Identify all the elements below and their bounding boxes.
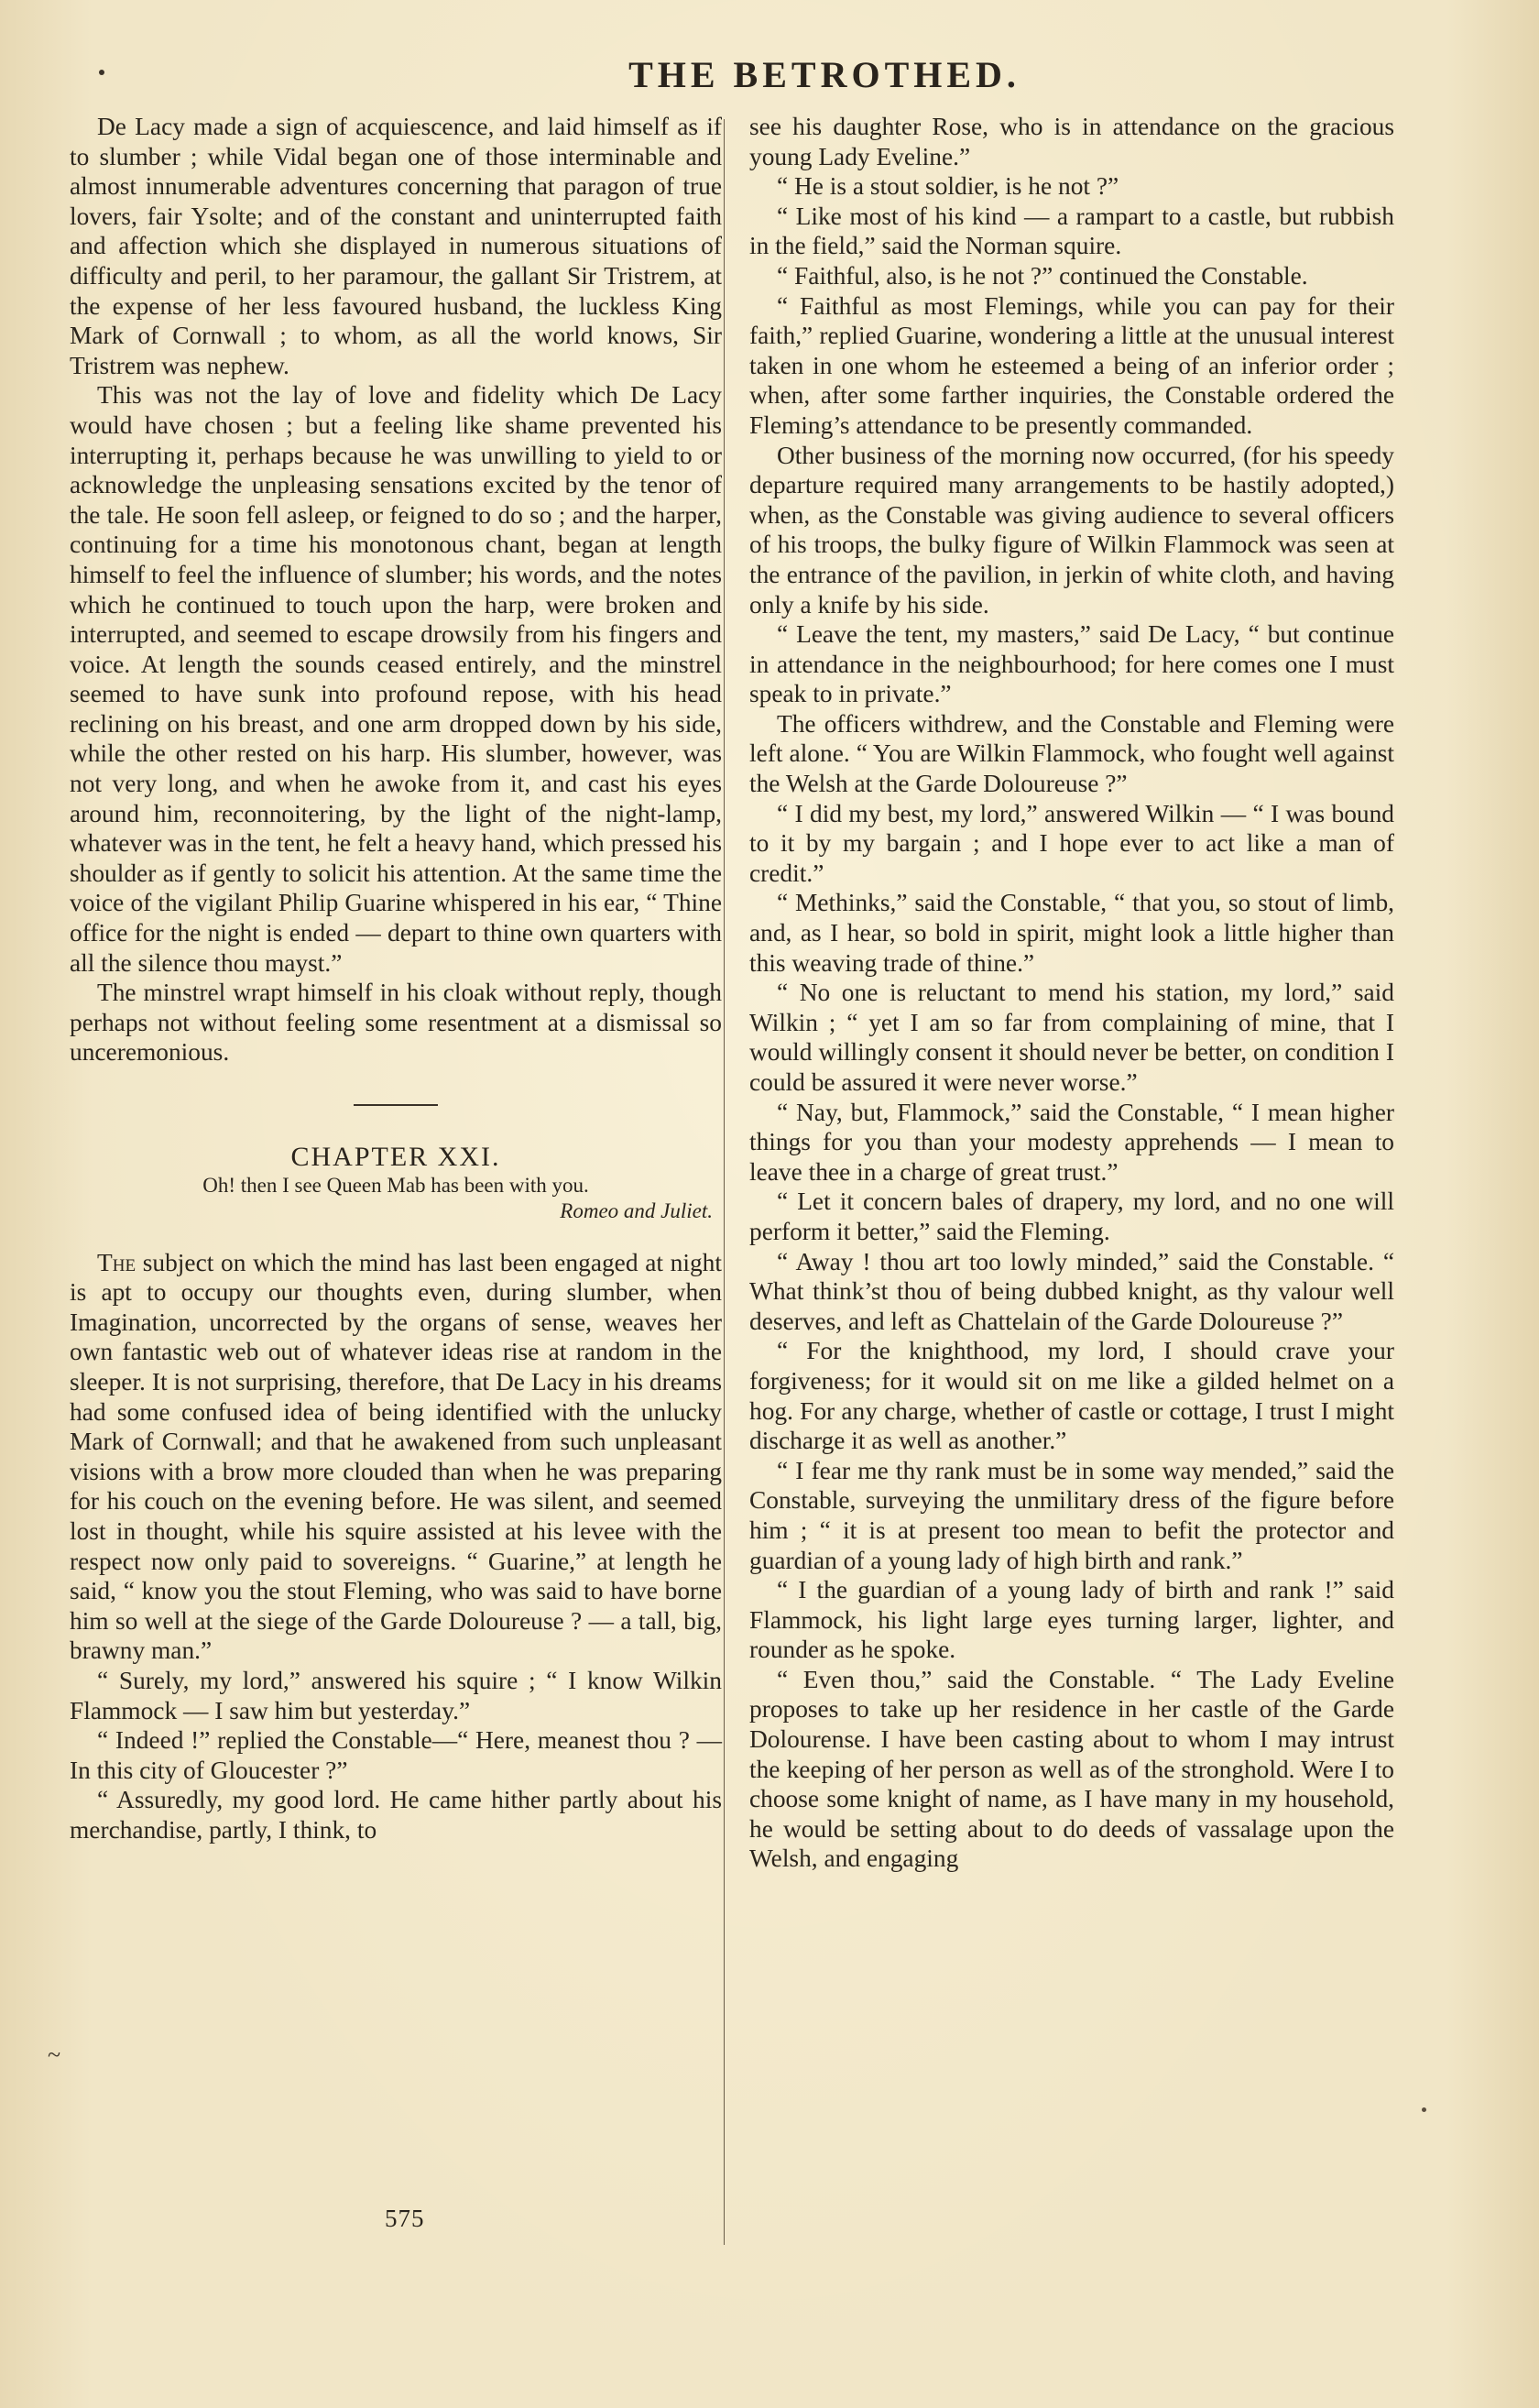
paragraph: “ Nay, but, Flammock,” said the Constable, “ I mean higher things for you than your modesty apprehends — I mean to leave thee in a charge of great trust.”: [749, 1098, 1394, 1186]
paragraph: “ Surely, my lord,” answered his squire ; “ I know Wilkin Flammock — I saw him but yesterday.”: [70, 1666, 722, 1724]
paragraph: “ For the knighthood, my lord, I should crave your forgiveness; for it would sit on me like a gilded helmet on a hog. For any charge, whether of castle or cottage, I trust I might discharge it as well as another.”: [749, 1337, 1394, 1455]
paragraph: “ Faithful as most Flemings, while you can pay for their faith,” replied Guarine, wondering a little at the unusual interest taken in one whom he esteemed a being of an inferior order ; when, after some farther inquiries, the Constable ordered the Fleming’s attendance to be presently commanded.: [749, 291, 1394, 439]
continued-paragraph: see his daughter Rose, who is in attendance on the gracious young Lady Eveline.”: [749, 113, 1394, 170]
paragraph: “ Like most of his kind — a rampart to a castle, but rubbish in the field,” said the Norman squire.: [749, 202, 1394, 260]
column-divider: [724, 119, 725, 2245]
chapter-opening-paragraph: [70, 1248, 722, 1666]
paragraph: “ Assuredly, my good lord. He came hither partly about his merchandise, partly, I think, to: [70, 1786, 722, 1844]
page-number: 575: [385, 2205, 425, 2232]
left-column: [70, 112, 722, 1844]
paragraph: “ Indeed !” replied the Constable—“ Here, meanest thou ? — In this city of Gloucester ?”: [70, 1726, 722, 1784]
margin-mark: ~: [48, 2041, 61, 2068]
paragraph: “ I the guardian of a young lady of birth and rank !” said Flammock, his light large eyes turning larger, lighter, and rounder as he spoke.: [749, 1576, 1394, 1664]
chapter-rule: [354, 1104, 438, 1106]
opening-text: subject on which the mind has last been engaged at night is apt to occupy our thoughts even, during slumber, when Imagination, uncorrected by the organs of sense, weaves her own fantastic web out of whatever ideas rise at random in the sleeper. It is not surprising, therefore, that De Lacy in his dreams had some confused idea of being identified with the unlucky Mark of Cornwall; and that he awakened from such unpleasant visions with a brow more clouded than when he was preparing for his couch on the evening before. He was silent, and seemed lost in thought, while his squire assisted at his levee with the respect now only paid to sovereigns. “ Guarine,” at length he said, “ know you the stout Fleming, who was said to have borne him so well at the siege of the Garde Doloureuse ? — a tall, big, brawny man.”: [70, 1248, 722, 1665]
paragraph: “ Even thou,” said the Constable. “ The Lady Eveline proposes to take up her residence in her castle of the Garde Dolourense. I have been casting about to whom I may intrust the keeping of her person as well as of the stronghold. Were I to choose some knight of name, as I have many in my household, he would be setting about to do deeds of vassalage upon the Welsh, and engaging: [749, 1665, 1394, 1873]
running-head: THE BETROTHED.: [628, 54, 1021, 95]
right-column: [749, 112, 1394, 1874]
paragraph: Other business of the morning now occurred, (for his speedy departure required many arrangements to be hastily adopted,) when, as the Constable was giving audience to several officers of his troops, the bulky figure of Wilkin Flammock was seen at the entrance of the pavilion, in jerkin of white cloth, and having only a knife by his side.: [749, 441, 1394, 618]
paragraph: The officers withdrew, and the Constable and Fleming were left alone. “ You are Wilkin Flammock, who fought well against the Welsh at the Garde Doloureuse ?”: [749, 709, 1394, 798]
epigraph-quote: Oh! then I see Queen Mab has been with you.: [202, 1173, 589, 1197]
epigraph: [70, 1173, 722, 1224]
opening-word: The: [97, 1248, 136, 1276]
paragraph: This was not the lay of love and fidelity which De Lacy would have chosen ; but a feeling like shame prevented his interrupting it, perhaps because he was unwilling to yield to or acknowledge the unpleasing sensations excited by the tenor of the tale. He soon fell asleep, or feigned to do so ; and the harper, continuing for a time his monotonous chant, began at length himself to feel the influence of slumber; his words, and the notes which he continued to touch upon the harp, were broken and interrupted, and seemed to escape drowsily from his fingers and voice. At length the sounds ceased entirely, and the minstrel seemed to have sunk into profound repose, with his head reclining on his breast, and one arm dropped down by his side, while the other rested on his harp. His slumber, however, was not very long, and when he awoke from it, and cast his eyes around him, reconnoitering, by the light of the night-lamp, whatever was in the tent, he felt a heavy hand, which pressed his shoulder as if gently to solicit his attention. At the same time the voice of the vigilant Philip Guarine whispered in his ear, “ Thine office for the night is ended — depart to thine own quarters with all the silence thou mayst.”: [70, 381, 722, 977]
printer-dot: [1422, 2107, 1426, 2112]
chapter-title: CHAPTER XXI.: [290, 1142, 501, 1172]
paragraph: “ Away ! thou art too lowly minded,” said the Constable. “ What think’st thou of being dubbed knight, as thy valour well deserves, and left as Chattelain of the Garde Doloureuse ?”: [749, 1247, 1394, 1335]
paragraph: “ I did my best, my lord,” answered Wilkin — “ I was bound to it by my bargain ; and I hope ever to act like a man of credit.”: [749, 799, 1394, 887]
paragraph: “ Faithful, also, is he not ?” continued the Constable.: [777, 261, 1308, 290]
paragraph: “ Methinks,” said the Constable, “ that you, so stout of limb, and, as I hear, so bold in spirit, might look a little higher than this weaving trade of thine.”: [749, 889, 1394, 977]
epigraph-source: Romeo and Juliet.: [560, 1199, 713, 1222]
paragraph: “ I fear me thy rank must be in some way mended,” said the Constable, surveying the unmilitary dress of the figure before him ; “ it is at present too mean to befit the protector and guardian of a young lady of high birth and rank.”: [749, 1456, 1394, 1574]
paragraph: The minstrel wrapt himself in his cloak without reply, though perhaps not without feeling some resentment at a dismissal so unceremonious.: [70, 979, 722, 1067]
paragraph: “ No one is reluctant to mend his station, my lord,” said Wilkin ; “ yet I am so far from complaining of mine, that I would willingly consent it should never be better, on condition I could be assured it were never worse.”: [749, 979, 1394, 1096]
paragraph: De Lacy made a sign of acquiescence, and laid himself as if to slumber ; while Vidal began one of those interminable and almost innumerable adventures concerning that paragon of true lovers, fair Ysolte; and of the constant and uninterrupted faith and affection which she displayed in numerous situations of difficulty and peril, to her paramour, the gallant Sir Tristrem, at the expense of her less favoured husband, the luckless King Mark of Cornwall ; to whom, as all the world knows, Sir Tristrem was nephew.: [70, 113, 722, 379]
paragraph: “ Leave the tent, my masters,” said De Lacy, “ but continue in attendance in the neighbourhood; for here comes one I must speak to in private.”: [749, 620, 1394, 708]
paragraph: “ He is a stout soldier, is he not ?”: [777, 172, 1119, 201]
paragraph: “ Let it concern bales of drapery, my lord, and no one will perform it better,” said the Fleming.: [749, 1188, 1394, 1245]
